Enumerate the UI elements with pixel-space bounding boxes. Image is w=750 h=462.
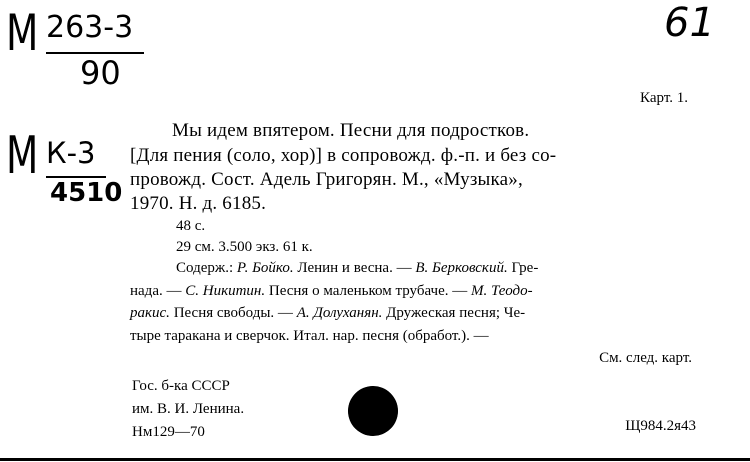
- contents-line-2: [130, 283, 533, 300]
- contents-author: Р. Бойко.: [236, 260, 294, 276]
- shelfmark-2-top: К-3: [46, 136, 96, 170]
- see-next-card: См. след. карт.: [599, 350, 692, 366]
- shelfmark-1-bottom: 90: [80, 54, 121, 92]
- contents-author: М. Теодо-: [470, 283, 533, 299]
- contents-text: Песня о маленьком трубаче. —: [265, 283, 471, 299]
- contents-text: Песня свободы. —: [169, 305, 297, 321]
- classification-code: Щ984.2я43: [625, 418, 696, 434]
- contents-text: нада. —: [130, 283, 186, 299]
- card-label: Карт. 1.: [640, 90, 688, 106]
- bottom-edge: [0, 458, 750, 461]
- contents-line-4: [130, 328, 489, 345]
- shelfmark-1-letter: М: [6, 4, 39, 62]
- contents-text: тыре таракана и сверчок. Итал. нар. песня (обработ.). —: [130, 328, 489, 344]
- format-line: 29 см. 3.500 экз. 61 к.: [176, 239, 313, 255]
- contents-line-3: [130, 305, 525, 322]
- library-line-2: им. В. И. Ленина.: [132, 401, 245, 417]
- body-line-1: Мы идем впятером. Песни для подростков.: [172, 120, 530, 141]
- contents-text: Ленин и весна. —: [293, 260, 416, 276]
- contents-text: Содерж.:: [176, 260, 237, 276]
- contents-author: С. Никитин.: [185, 283, 266, 299]
- pages: 48 с.: [176, 218, 206, 234]
- shelfmark-2-letter: М: [6, 126, 39, 186]
- contents-text: Дружеская песня; Че-: [382, 305, 526, 321]
- shelfmark-1-top: 263-3: [46, 10, 134, 45]
- body-line-4: 1970. Н. д. 6185.: [130, 193, 267, 214]
- library-line-3: Нм129—70: [132, 424, 205, 440]
- page-number: 61: [664, 0, 715, 46]
- contents-author: А. Долуханян.: [296, 305, 383, 321]
- contents-author: В. Берковский.: [415, 260, 508, 276]
- contents-author: ракис.: [130, 305, 170, 321]
- contents-line-1: [176, 260, 538, 277]
- punch-hole: [348, 386, 398, 436]
- body-line-3: провожд. Сост. Адель Григорян. М., «Музыка»,: [130, 169, 523, 190]
- contents-text: Гре-: [507, 260, 539, 276]
- body-line-2: [Для пения (соло, хор)] в сопровожд. ф.-п. и без со-: [130, 145, 557, 166]
- shelfmark-2-bottom: 4510: [50, 178, 123, 208]
- library-line-1: Гос. б-ка СССР: [132, 378, 230, 394]
